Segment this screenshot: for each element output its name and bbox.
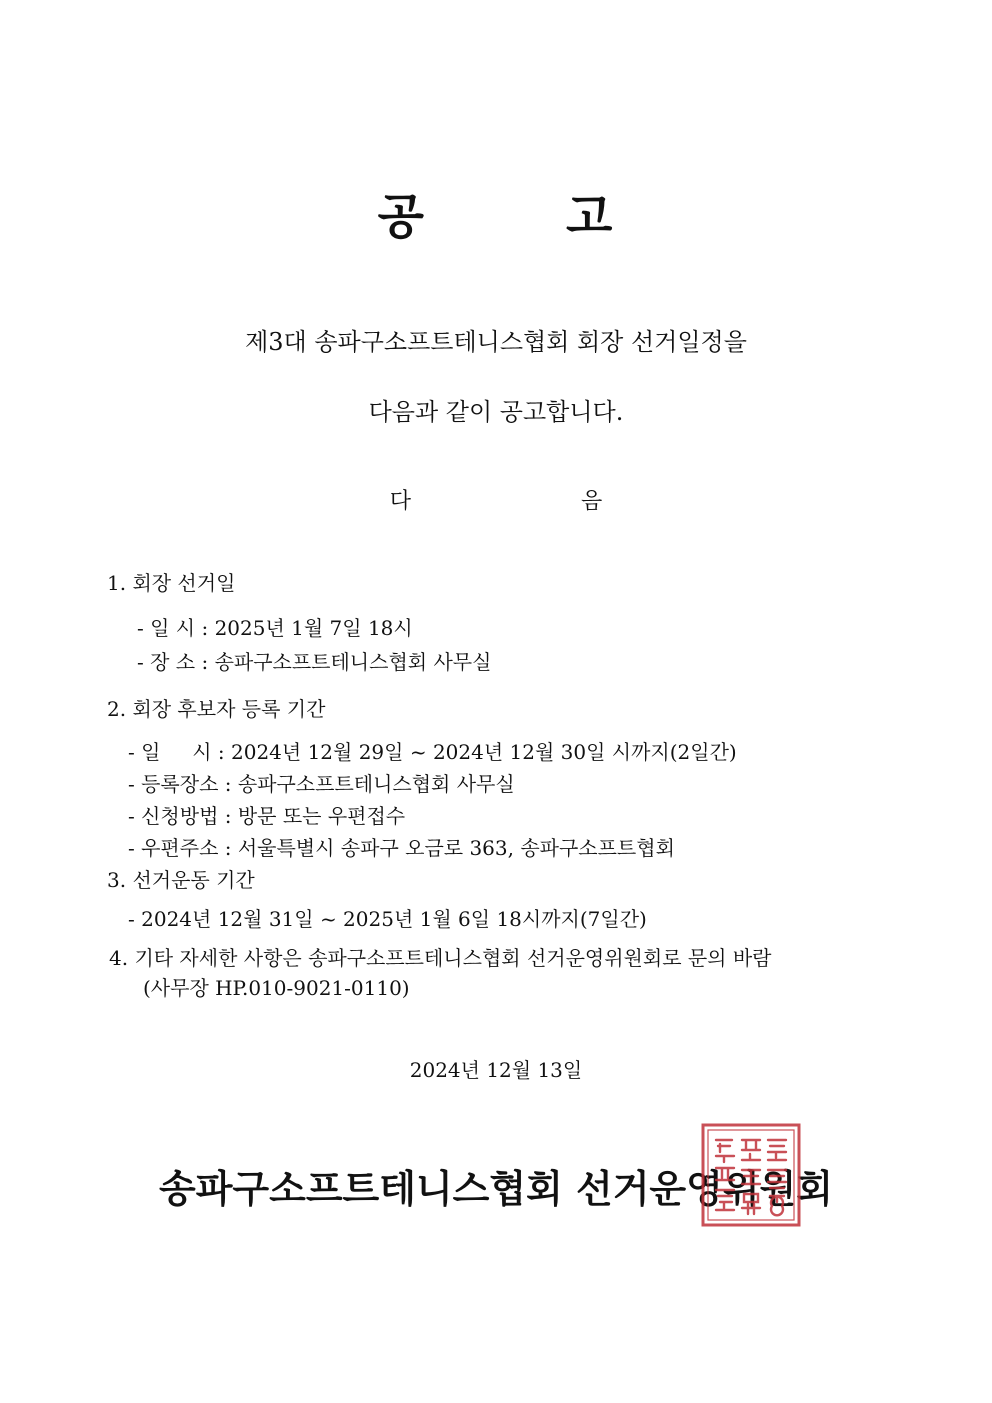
official-seal-stamp <box>700 1122 802 1228</box>
title-char-right: 고 <box>566 189 615 245</box>
section-2-item-datetime: - 일 시 : 2024년 12월 29일 ~ 2024년 12월 30일 시까지(2일간) <box>128 740 737 764</box>
intro-line-2: 다음과 같이 공고합니다. <box>368 398 624 426</box>
daum-left: 다 <box>389 489 411 514</box>
title-char-left: 공 <box>377 189 426 245</box>
section-1-item-datetime: - 일 시 : 2025년 1월 7일 18시 <box>137 616 413 640</box>
section-4-contact: (사무장 HP.010-9021-0110) <box>143 976 410 1000</box>
daum-heading <box>0 484 992 515</box>
section-2-item-place: - 등록장소 : 송파구소프트테니스협회 사무실 <box>128 772 515 796</box>
section-2-item-address: - 우편주소 : 서울특별시 송파구 오금로 363, 송파구소프트협회 <box>128 836 675 860</box>
section-3-item-period: - 2024년 12월 31일 ~ 2025년 1월 6일 18시까지(7일간) <box>128 907 647 931</box>
notice-title <box>0 178 992 247</box>
intro-line-1: 제3대 송파구소프트테니스협회 회장 선거일정을 <box>245 328 747 356</box>
notice-date: 2024년 12월 13일 <box>409 1058 583 1082</box>
signature-line: 송파구소프트테니스협회 선거운영위원회 <box>159 1166 833 1211</box>
section-2-heading: 2. 회장 후보자 등록 기간 <box>107 697 326 721</box>
section-3-heading: 3. 선거운동 기간 <box>107 868 255 892</box>
daum-right: 음 <box>581 489 603 514</box>
section-1-heading: 1. 회장 선거일 <box>107 571 236 595</box>
section-4-heading: 4. 기타 자세한 사항은 송파구소프트테니스협회 선거운영위원회로 문의 바람 <box>109 946 772 970</box>
section-2-item-method: - 신청방법 : 방문 또는 우편접수 <box>128 804 406 828</box>
section-1-item-place: - 장 소 : 송파구소프트테니스협회 사무실 <box>137 650 492 674</box>
